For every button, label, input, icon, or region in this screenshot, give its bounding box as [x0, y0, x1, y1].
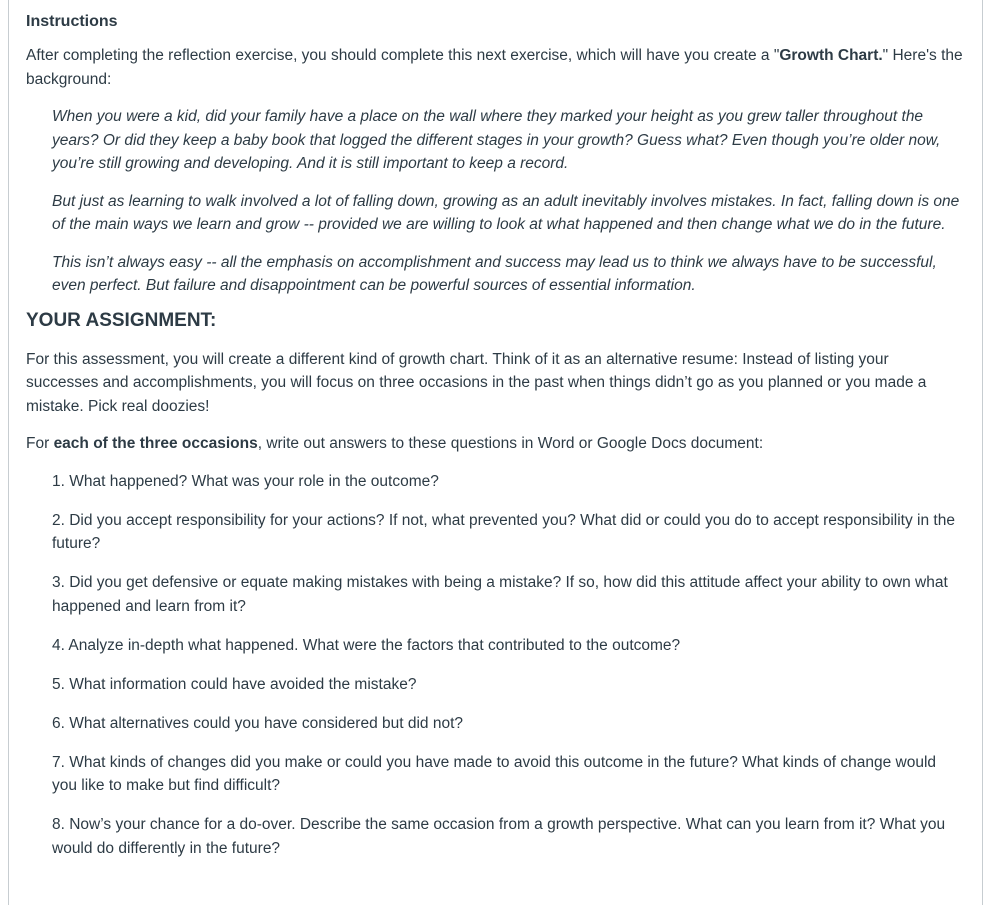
- assignment-instruction: [26, 432, 965, 456]
- growth-chart-term: Growth Chart.: [779, 47, 883, 64]
- question-list: [52, 470, 965, 861]
- intro-text-before: After completing the reflection exercise, you should complete this next exercise, which will have you create a ": [26, 47, 780, 64]
- question-item-3: 3. Did you get defensive or equate making mistakes with being a mistake? If so, how did this attitude affect your ability to own what happened and learn from it?: [52, 574, 948, 615]
- instruction-emphasis: each of the three occasions: [53, 435, 258, 452]
- question-item-6: 6. What alternatives could you have considered but did not?: [52, 714, 464, 732]
- instruction-text-before: For: [26, 435, 54, 452]
- intro-text-after: " Here's the background:: [26, 47, 963, 88]
- background-quote-2: But just as learning to walk involved a lot of falling down, growing as an adult inevitably involves mistakes. In fact, falling down is one of the main ways we learn and grow -- provided we are willing to look at what happened and then change what we do in the future.: [52, 192, 960, 233]
- background-quote-3: This isn’t always easy -- all the emphasis on accomplishment and success may lead us to think we always have to be successful, even perfect. But failure and disappointment can be powerful sources of essential information.: [52, 253, 937, 294]
- background-quote-block: [52, 105, 965, 298]
- question-item-7: 7. What kinds of changes did you make or could you have made to avoid this outcome in the future? What kinds of change would you like to make but find difficult?: [52, 753, 937, 794]
- instruction-text-after: , write out answers to these questions in Word or Google Docs document:: [257, 435, 764, 452]
- question-item-8: 8. Now’s your chance for a do-over. Describe the same occasion from a growth perspective. What can you learn from it? What you would do differently in the future?: [52, 816, 946, 857]
- question-item-5: 5. What information could have avoided the mistake?: [52, 675, 417, 693]
- assignment-description: For this assessment, you will create a different kind of growth chart. Think of it as an alternative resume: Instead of listing your successes and accomplishments, you will focus on three occasions in the past when things didn’t go as you planned or you made a mistake. Pick real doozies!: [26, 350, 927, 415]
- question-item-4: 4. Analyze in-depth what happened. What were the factors that contributed to the outcome?: [52, 636, 681, 654]
- instructions-panel: [8, 0, 983, 905]
- instructions-title: Instructions: [26, 13, 118, 30]
- intro-paragraph: [26, 44, 965, 91]
- assignment-heading: YOUR ASSIGNMENT:: [26, 309, 217, 331]
- question-item-1: 1. What happened? What was your role in the outcome?: [52, 472, 439, 490]
- question-item-2: 2. Did you accept responsibility for your actions? If not, what prevented you? What did or could you do to accept responsibility in the future?: [52, 511, 955, 552]
- background-quote-1: When you were a kid, did your family have a place on the wall where they marked your height as you grew taller throughout the years? Or did they keep a baby book that logged the different stages in your growth? Guess what? Even though you’re older now, you’re still growing and developing. And it is still important to keep a record.: [52, 108, 941, 172]
